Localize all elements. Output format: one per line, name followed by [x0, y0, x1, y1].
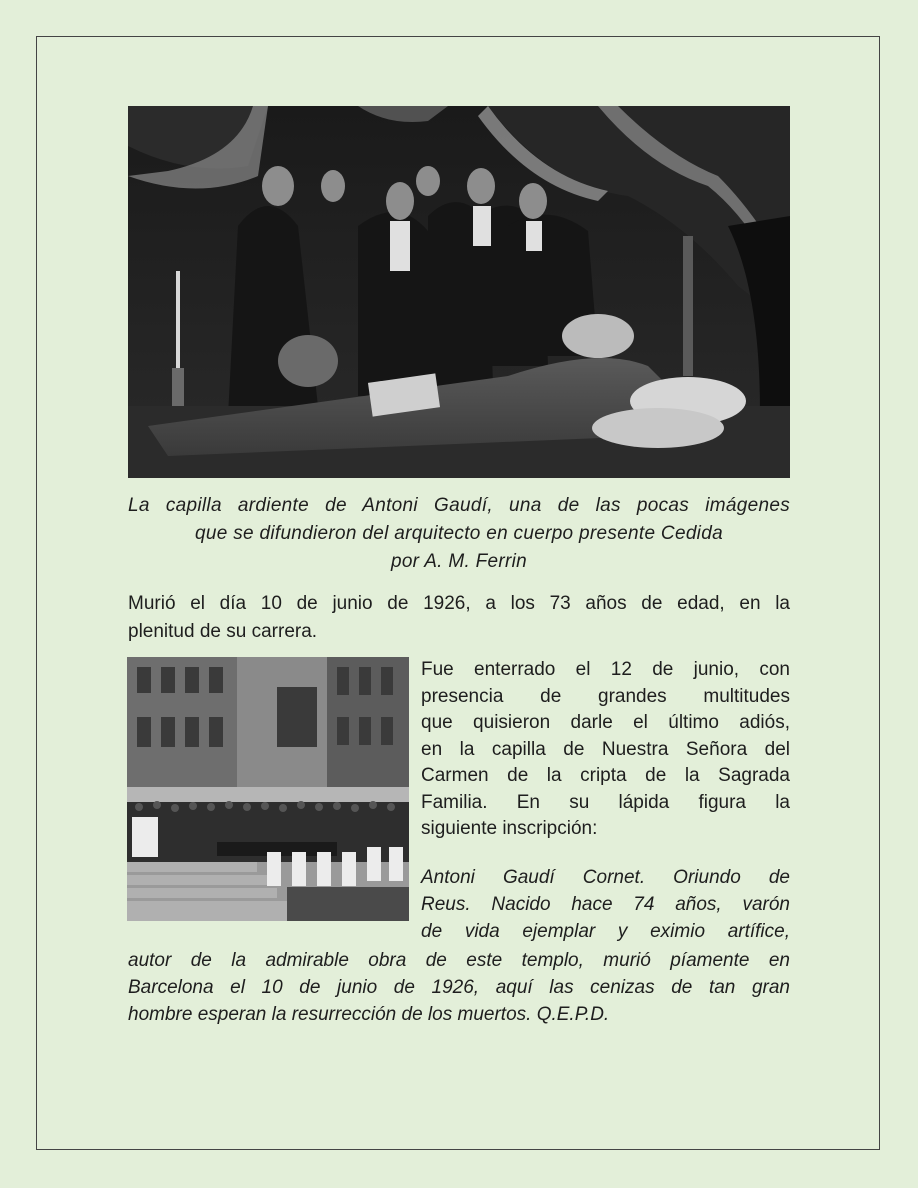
- inscription-line: de vida ejemplar y eximio artífice,: [421, 921, 790, 942]
- paragraph-line: Fue enterrado el 12 de junio, con: [421, 659, 790, 680]
- paragraph-line: en la capilla de Nuestra Señora del: [421, 738, 790, 760]
- paragraph-line: Familia. En su lápida figura la: [421, 791, 790, 813]
- caption-line: La capilla ardiente de Antoni Gaudí, una de las pocas imágenes: [128, 495, 790, 516]
- paragraph-line: plenitud de su carrera.: [128, 621, 318, 642]
- inscription-line: autor de la admirable obra de este templo, murió píamente en: [128, 950, 790, 971]
- inscription-line: Antoni Gaudí Cornet. Oriundo de: [421, 867, 790, 888]
- caption-line: por A. M. Ferrin: [390, 551, 528, 572]
- intro-paragraph: [128, 590, 790, 646]
- burial-crowd-photo: [127, 657, 409, 921]
- inscription-text-full: [128, 947, 790, 1028]
- paragraph-line: Carmen de la cripta de la Sagrada: [421, 765, 790, 786]
- paragraph-line: presencia de grandes multitudes: [421, 685, 790, 707]
- inscription-line: hombre esperan la resurrección de los muertos. Q.E.P.D.: [128, 1004, 610, 1025]
- caption-line: que se difundieron del arquitecto en cuerpo presente Cedida: [195, 523, 723, 544]
- burial-paragraph: [421, 657, 790, 843]
- paragraph-line: siguiente inscripción:: [421, 818, 598, 839]
- paragraph-line: Murió el día 10 de junio de 1926, a los 73 años de edad, en la: [128, 593, 790, 614]
- funeral-chapel-photo: [128, 106, 790, 478]
- inscription-line: Barcelona el 10 de junio de 1926, aquí las cenizas de tan gran: [128, 977, 790, 998]
- photo-caption: [128, 492, 790, 576]
- inscription-line: Reus. Nacido hace 74 años, varón: [421, 894, 790, 915]
- paragraph-line: que quisieron darle el último adiós,: [421, 712, 790, 733]
- inscription-text-side: [421, 864, 790, 945]
